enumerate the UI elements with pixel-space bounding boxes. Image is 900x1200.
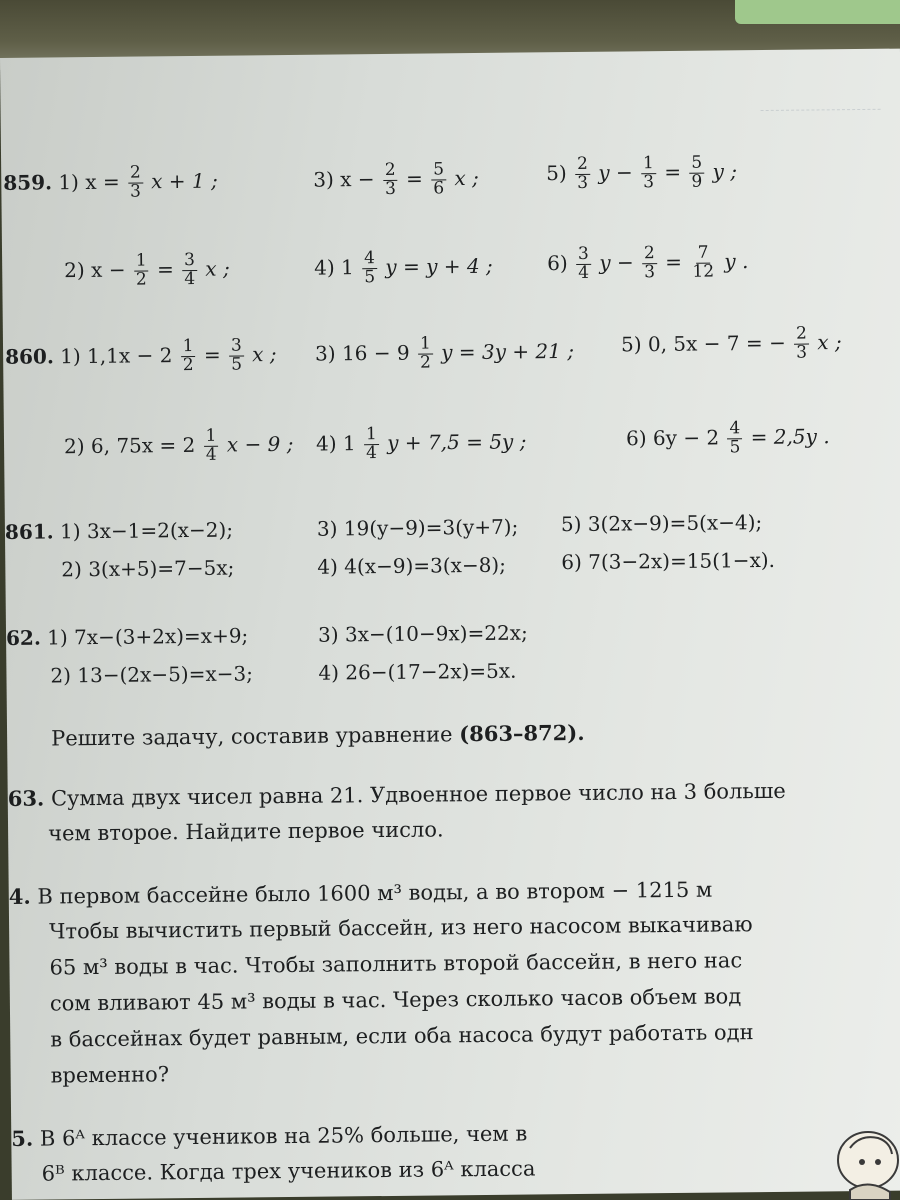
section-instruction (51, 720, 585, 751)
fraction (134, 252, 149, 289)
eq-text: 4) 4(x−9)=3(x−8); (317, 552, 507, 579)
problem-860-item-2 (64, 427, 294, 466)
problem-text-line: 65 м³ воды в час. Чтобы заполнить второй бассейн, в него нас (49, 948, 743, 980)
numerator: 1 (203, 428, 218, 447)
problem-text-line: Сумма двух чисел равна 21. Удвоенное первое число на 3 больше (50, 778, 786, 811)
problem-861-item-6 (561, 548, 775, 574)
problem-text-line: В 6ᴬ классе учеников на 25% больше, чем в (39, 1121, 528, 1151)
fraction (431, 161, 446, 198)
eq-text: y − (598, 160, 633, 185)
fraction (689, 152, 704, 192)
denominator: 5 (231, 354, 243, 375)
fraction (181, 335, 196, 375)
eq-text: y + 7,5 = 5y ; (387, 429, 527, 455)
problem-number: 860. (5, 344, 54, 369)
numerator: 4 (362, 250, 377, 269)
fraction (794, 323, 809, 363)
problem-860-item-4 (316, 425, 527, 464)
problem-number: 859. (3, 170, 53, 195)
fraction (418, 335, 433, 372)
problem-864-line-2 (49, 912, 753, 943)
eq-text: 3) 16 − 9 (314, 340, 410, 366)
fraction (641, 155, 656, 192)
problem-861-item-3 (317, 515, 519, 541)
numerator: 2 (794, 326, 809, 345)
fraction (128, 162, 143, 202)
problem-862-item-3 (318, 621, 528, 647)
eq-text: x ; (817, 330, 842, 355)
eq-text: 4) 1 (314, 255, 354, 280)
fraction (690, 242, 716, 282)
problem-number: 62. (5, 625, 41, 650)
problem-859-item-3 (313, 161, 479, 199)
eq-text: x ; (205, 256, 230, 281)
eq-text: 5) 3(2x−9)=5(x−4); (560, 510, 763, 537)
eq-text: 1) 3x−1=2(x−2); (59, 517, 234, 544)
numerator: 3 (576, 246, 591, 265)
fraction (727, 420, 742, 457)
eq-text: 4) 26−(17−2x)=5x. (318, 658, 517, 685)
problem-861-item-2 (61, 556, 234, 582)
eq-text: 2) 3(x+5)=7−5x; (61, 555, 235, 582)
eq-text: y − (599, 250, 634, 275)
problem-860-item-5 (621, 325, 842, 364)
numerator: 2 (575, 156, 590, 175)
eq-text: 4) 1 (315, 431, 356, 456)
fraction (383, 159, 398, 199)
denominator: 3 (130, 181, 142, 202)
problem-862-item-2 (50, 661, 253, 687)
eq-text: 6) 7(3−2x)=15(1−x). (561, 547, 776, 575)
eq-text: 2) x − (64, 257, 126, 283)
numerator: 5 (689, 155, 704, 174)
numerator: 5 (431, 161, 446, 180)
eq-text: 3) 19(y−9)=3(y+7); (316, 514, 519, 541)
fraction (229, 337, 244, 374)
denominator: 3 (644, 261, 656, 283)
faint-grid-lines (761, 109, 881, 151)
fraction (364, 426, 379, 463)
cartoon-mascot-icon (820, 1120, 900, 1200)
eq-text: = (665, 249, 683, 274)
problem-859-item-2 (64, 249, 230, 290)
eq-text: 2) 6, 75x = 2 (63, 432, 196, 459)
eq-text: 6) (547, 250, 568, 276)
eq-text: 1) x = (58, 169, 120, 195)
problem-863-line-2 (48, 817, 444, 845)
problem-861-item-4 (317, 553, 506, 579)
problem-862-item-4 (318, 659, 516, 685)
problem-861-item-1 (5, 518, 233, 544)
denominator: 2 (419, 352, 432, 373)
fraction (576, 243, 591, 283)
instruction-range: (863–872). (459, 719, 585, 747)
problem-863 (8, 778, 786, 811)
numerator: 1 (418, 335, 433, 354)
problem-text-line: в бассейнах будет равным, если оба насоса будут работать одн (50, 1020, 754, 1052)
problem-864-line-4 (50, 984, 742, 1015)
numerator: 1 (641, 155, 656, 174)
eq-text: x − 9 ; (226, 431, 294, 457)
eq-text: = (664, 159, 682, 184)
eq-text: = (156, 257, 174, 282)
numerator: 2 (383, 162, 398, 181)
eq-text: 5) (546, 160, 567, 186)
numerator: 3 (229, 337, 244, 356)
problem-number: 4. (8, 883, 31, 909)
denominator: 5 (364, 266, 376, 288)
numerator: 2 (642, 245, 657, 264)
eq-text: x ; (252, 341, 277, 367)
problem-859-item-4 (314, 249, 493, 288)
numerator: 2 (128, 165, 143, 184)
problem-865 (11, 1121, 527, 1151)
numerator: 4 (727, 420, 742, 439)
eq-text: y ; (712, 159, 738, 184)
problem-864-line-5 (50, 1020, 754, 1051)
fraction (182, 249, 197, 289)
eq-text: x + 1 ; (151, 168, 218, 194)
numerator: 7 (696, 245, 711, 264)
problem-text-line: временно? (50, 1062, 170, 1088)
denominator: 5 (729, 437, 741, 458)
denominator: 12 (692, 261, 715, 282)
denominator: 2 (135, 269, 147, 290)
problem-859-item-5 (546, 154, 737, 193)
problem-860-item-6 (626, 419, 830, 458)
eq-text: 6) 6y − 2 (625, 425, 720, 451)
numerator: 1 (134, 252, 149, 271)
fraction (203, 425, 218, 465)
green-paper-corner (735, 0, 900, 24)
denominator: 4 (578, 262, 590, 283)
eq-text: y = y + 4 ; (385, 253, 493, 279)
problem-number: 861. (4, 519, 54, 544)
problem-text-line: В первом бассейне было 1600 м³ воды, а во втором − 1215 м (37, 877, 713, 909)
problem-text-line: чем второе. Найдите первое число. (47, 817, 444, 846)
problem-number: 5. (11, 1125, 34, 1151)
eq-text: 1) 1,1x − 2 (60, 343, 173, 369)
problem-text-line: Чтобы вычистить первый бассейн, из него насосом выкачиваю (49, 912, 753, 944)
eq-text: = 2,5y . (750, 424, 830, 450)
eq-text: y . (724, 249, 749, 274)
problem-864-line-6 (51, 1062, 170, 1087)
problem-number: 63. (7, 785, 45, 811)
eq-text: = (405, 166, 424, 191)
instruction-text: Решите задачу, составив уравнение (51, 722, 453, 751)
fraction (575, 153, 590, 193)
problem-865-line-2 (42, 1156, 536, 1185)
problem-text-line: сом вливают 45 м³ воды в час. Через сколько часов объем вод (49, 984, 742, 1016)
eq-text: 2) 13−(2x−5)=x−3; (50, 661, 254, 688)
denominator: 3 (577, 172, 589, 193)
eq-text: 5) 0, 5x − 7 = − (620, 330, 786, 357)
problem-864 (9, 877, 713, 909)
numerator: 1 (364, 426, 379, 445)
problem-859-item-1 (3, 164, 218, 203)
eq-text: y = 3y + 21 ; (441, 338, 575, 365)
denominator: 9 (691, 171, 703, 192)
fraction (362, 250, 377, 287)
denominator: 3 (643, 172, 655, 193)
problem-860-item-1 (5, 337, 277, 377)
numerator: 3 (182, 252, 197, 271)
denominator: 3 (384, 178, 396, 199)
denominator: 4 (184, 268, 196, 289)
eq-text: 1) 7x−(3+2x)=x+9; (47, 623, 249, 650)
numerator: 1 (181, 338, 196, 357)
problem-862-item-1 (6, 623, 248, 650)
eq-text: x ; (454, 165, 479, 191)
denominator: 6 (433, 178, 445, 199)
fraction (642, 245, 657, 282)
problem-859-item-6 (547, 244, 749, 283)
denominator: 4 (366, 442, 378, 464)
denominator: 2 (182, 354, 194, 375)
denominator: 3 (796, 342, 808, 363)
textbook-page (0, 49, 900, 1200)
problem-text-line: 6ᴮ классе. Когда трех учеников из 6ᴬ класса (41, 1156, 536, 1186)
eq-text: 3) x − (313, 166, 375, 192)
eq-text: 3) 3x−(10−9x)=22x; (317, 620, 528, 647)
eq-text: = (203, 342, 221, 367)
denominator: 4 (205, 444, 217, 465)
problem-864-line-3 (49, 948, 742, 979)
problem-861-item-5 (561, 510, 763, 536)
problem-860-item-3 (315, 334, 574, 373)
